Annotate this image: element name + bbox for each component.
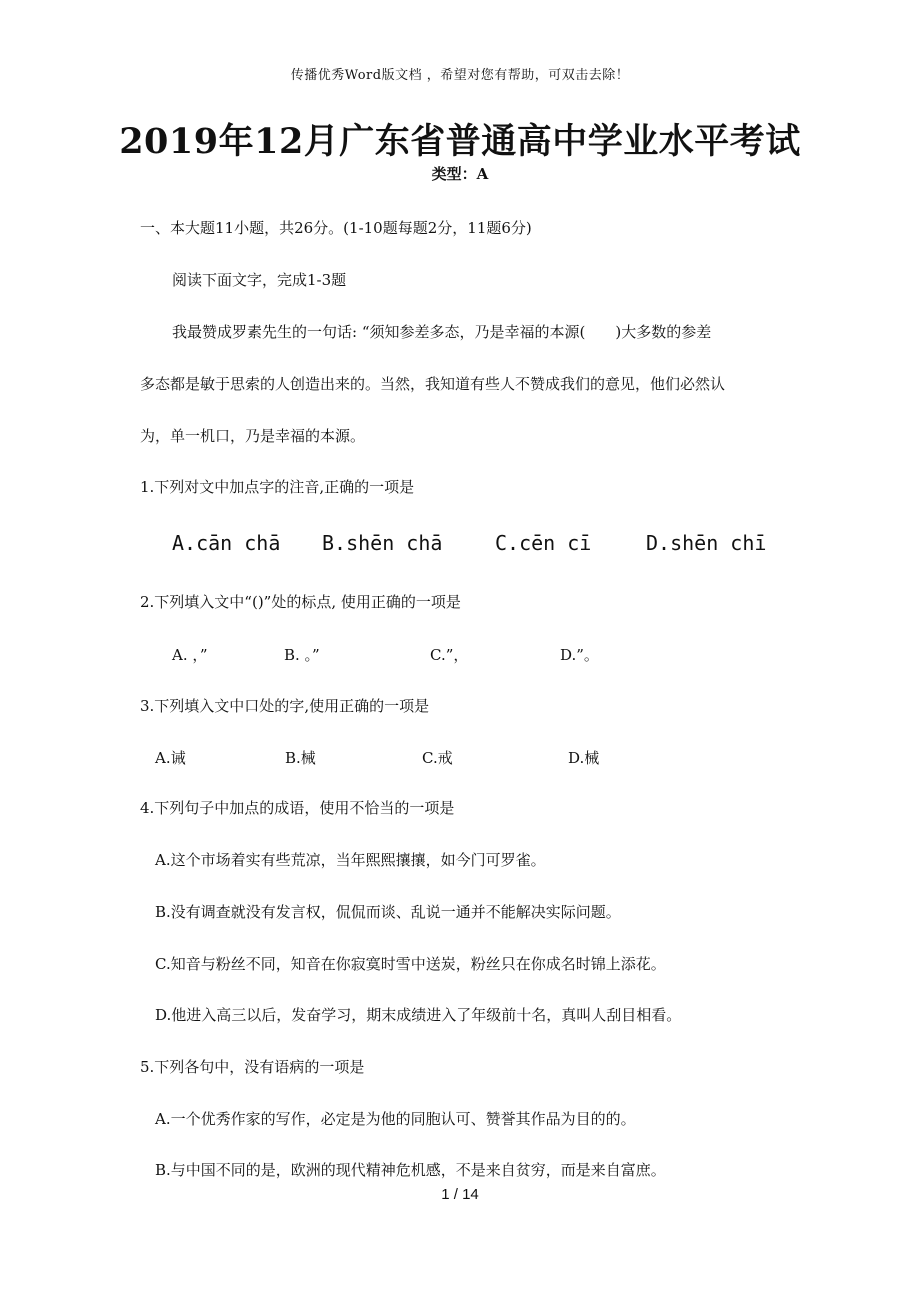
- q4-option-a: A.这个市场着实有些荒凉，当年熙熙攘攘，如今门可罗雀。: [155, 851, 546, 869]
- q2-option-a: A. ，”: [172, 646, 208, 664]
- q1-option-d: D.shēn chī: [646, 531, 767, 555]
- header-note: 传播优秀Word版文档 ，希望对您有帮助，可双击去除！: [290, 68, 630, 83]
- exam-type: 类型：A: [431, 165, 489, 183]
- q2-option-c: C.”，: [430, 646, 469, 664]
- question-4-stem: 4.下列句子中加点的成语，使用不恰当的一项是: [140, 799, 455, 817]
- q5-option-b: B.与中国不同的是，欧洲的现代精神危机感，不是来自贫穷，而是来自富庶。: [155, 1161, 666, 1179]
- q1-option-b: B.shēn chā: [322, 531, 443, 555]
- question-3-stem: 3.下列填入文中口处的字,使用正确的一项是: [140, 697, 430, 715]
- q1-option-c: C.cēn cī: [495, 531, 592, 555]
- q3-option-a: A.诫: [155, 749, 186, 767]
- q2-option-b: B. 。”: [284, 646, 320, 664]
- question-1-stem: 1.下列对文中加点字的注音,正确的一项是: [140, 478, 415, 496]
- q5-option-a: A.一个优秀作家的写作，必定是为他的同胞认可、赞誉其作品为目的的。: [155, 1110, 636, 1128]
- q3-option-b: B.械: [285, 749, 316, 767]
- page-title: 2019年12月广东省普通高中学业水平考试: [119, 121, 801, 162]
- q3-option-d: D.械: [568, 749, 600, 767]
- question-2-stem: 2.下列填入文中“()”处的标点, 使用正确的一项是: [140, 593, 461, 611]
- q4-option-b: B.没有调查就没有发言权，侃侃而谈、乱说一通并不能解决实际问题。: [155, 903, 621, 921]
- reading-instruction: 阅读下面文字，完成1-3题: [172, 271, 347, 289]
- q2-option-d: D.”。: [560, 646, 599, 664]
- page-indicator: 1 / 14: [441, 1186, 479, 1203]
- section-heading: 一、本大题11小题，共26分。(1-10题每题2分，11题6分): [140, 219, 532, 237]
- q4-option-c: C.知音与粉丝不同，知音在你寂寞时雪中送炭，粉丝只在你成名时锦上添花。: [155, 955, 666, 973]
- q3-option-c: C.戒: [422, 749, 453, 767]
- question-5-stem: 5.下列各句中，没有语病的一项是: [140, 1058, 365, 1076]
- passage-line-2: 多态都是敏于思索的人创造出来的。当然，我知道有些人不赞成我们的意见，他们必然认: [140, 375, 726, 393]
- passage-line-3: 为，单一机口，乃是幸福的本源。: [140, 427, 366, 445]
- q1-option-a: A.cān chā: [172, 531, 281, 555]
- q4-option-d: D.他进入高三以后，发奋学习，期末成绩进入了年级前十名，真叫人刮目相看。: [155, 1006, 682, 1024]
- passage-line-1: 我最赞成罗素先生的一句话: “须知参差多态，乃是幸福的本源( )大多数的参差: [172, 323, 712, 341]
